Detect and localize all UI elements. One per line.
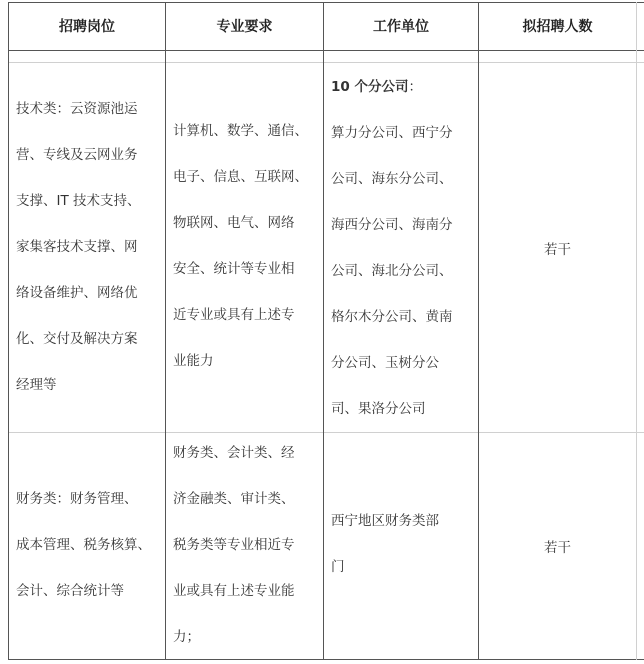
text-line: 西宁地区财务类部 [331, 513, 439, 529]
unit-heading-line [331, 64, 478, 110]
text-line: 济金融类、审计类、 [173, 491, 295, 507]
text-line: 营、专线及云网业务 [16, 147, 138, 163]
row2-major [166, 430, 323, 660]
text-line: 技术类：云资源池运 [16, 101, 138, 117]
text-line: 安全、统计等专业相 [173, 261, 295, 277]
text-line: 会计、综合统计等 [16, 583, 124, 599]
text-line: 近专业或具有上述专 [173, 307, 295, 323]
header-position: 招聘岗位 [59, 19, 115, 35]
text-line: 门 [331, 559, 345, 575]
text-line: 税务类等专业相近专 [173, 537, 295, 553]
text-line: 公司、海东分公司、 [331, 171, 453, 187]
unit-heading-suffix: ： [408, 79, 422, 95]
text-line: 力； [173, 629, 200, 645]
header-unit: 工作单位 [373, 19, 429, 35]
col-rule-right [636, 2, 637, 660]
text-line: 业或具有上述专业能 [173, 583, 295, 599]
row2-count: 若干 [544, 540, 571, 556]
row1-count: 若干 [544, 241, 571, 258]
text-line: 物联网、电气、网络 [173, 215, 295, 231]
text-line: 电子、信息、互联网、 [173, 169, 308, 185]
header-bottom-rule [8, 50, 644, 51]
text-line: 经理等 [16, 377, 57, 393]
row1-unit [324, 64, 478, 432]
text-line: 家集客技术支撑、网 [16, 239, 138, 255]
text-line: 司、果洛分公司 [331, 401, 426, 417]
text-line: 成本管理、税务核算、 [16, 537, 151, 553]
header-major: 专业要求 [216, 19, 273, 35]
text-line: 分公司、玉树分公 [331, 355, 439, 371]
row2-unit [324, 498, 478, 590]
text-line: 化、交付及解决方案 [16, 331, 138, 347]
text-line: 业能力 [173, 353, 214, 369]
text-line: 海西分公司、海南分 [331, 217, 453, 233]
table-border-bottom [8, 659, 644, 660]
text-line: 财务类、会计类、经 [173, 445, 295, 461]
unit-heading: 10 个分公司 [331, 79, 409, 95]
text-line: 公司、海北分公司、 [331, 263, 453, 279]
text-line: 格尔木分公司、黄南 [331, 309, 453, 325]
row1-position [9, 86, 165, 408]
text-line: 算力分公司、西宁分 [331, 125, 453, 141]
row2-position [9, 476, 165, 614]
text-line: 支撑、IT 技术支持、 [16, 193, 141, 209]
header-count: 拟招聘人数 [522, 19, 593, 35]
text-line: 计算机、数学、通信、 [173, 123, 308, 139]
text-line: 财务类：财务管理、 [16, 491, 138, 507]
row1-major [166, 108, 323, 384]
text-line: 络设备维护、网络优 [16, 285, 138, 301]
